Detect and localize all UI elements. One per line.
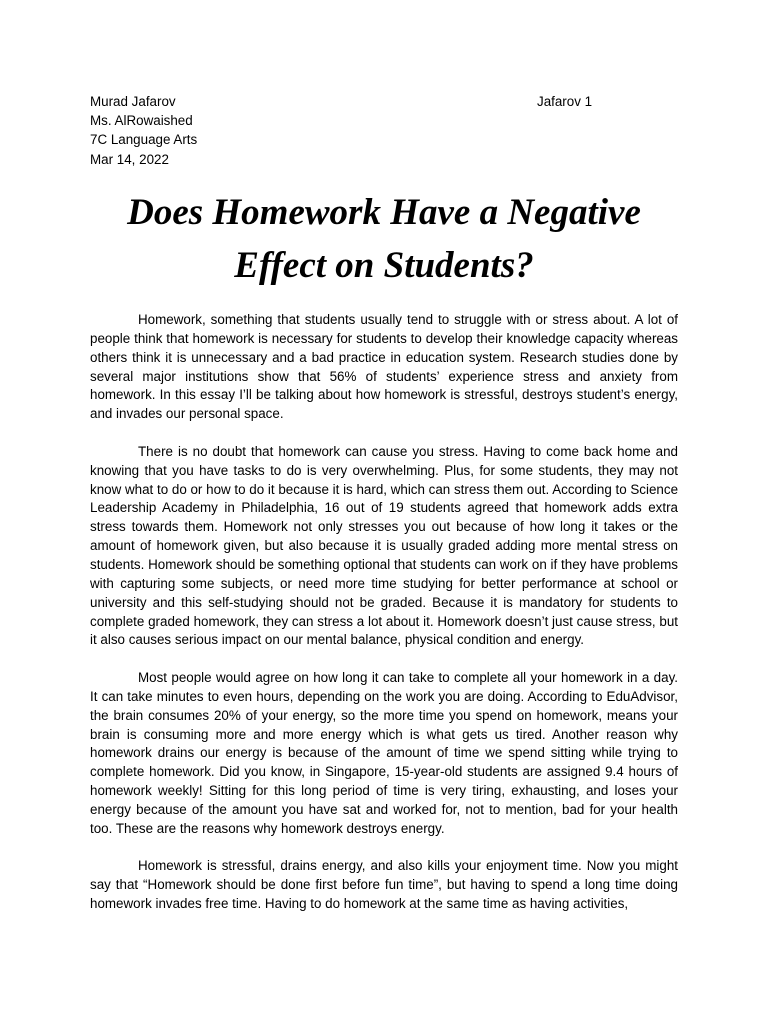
paragraph-intro: Homework, something that students usually tend to struggle with or stress about. A lot of people think that homework is necessary for students to develop their knowledge capacity whereas others think it is unnecessary and a bad practice in education system. Research studies done by several major institutions show that 56% of students’ experience stress and anxiety from homework. In this essay I’ll be talking about how homework is stressful, destroys student’s energy, and invades our personal space. [90,312,678,422]
page-number-header: Jafarov 1 [537,94,593,109]
course-name: 7C Language Arts [90,132,198,148]
student-info-block [90,92,197,169]
essay-date: Mar 14, 2022 [90,151,169,167]
paragraph-stress: There is no doubt that homework can cause you stress. Having to come back home and knowing that you have tasks to do is very overwhelming. Plus, for some students, they may not know what to do or how to do it because it is hard, which can stress them out. According to Science Leadership Academy in Philadelphia, 16 out of 19 students agreed that homework adds extra stress towards them. Homework not only stresses you out because of how long it takes or the amount of homework given, but also because it is usually graded adding more mental stress on students. Homework should be something optional that students can work on if they have problems with capturing some subjects, or need more time studying for better performance at school or university and this self-studying should not be graded. Because it is mandatory for students to complete graded homework, they can stress a lot about it. Homework doesn’t just cause stress, but it also causes serious impact on our mental balance, physical condition and energy. [90,443,679,648]
author-name: Murad Jafarov [90,94,176,109]
teacher-name: Ms. AlRowaished [90,113,193,129]
essay-body [90,311,678,933]
paragraph-free-time: Homework is stressful, drains energy, and also kills your enjoyment time. Now you might say that “Homework should be done first before fun time”, but having to spend a long time doing homework invades free time. Having to do homework at the same time as having activities, [90,858,678,912]
paragraph-energy: Most people would agree on how long it can take to complete all your homework in a day. It can take minutes to even hours, depending on the work you are doing. According to EduAdvisor, the brain consumes 20% of your energy, so the more time you spend on homework, means your brain is consuming more and more energy which is what gets us tired. Another reason why homework drains our energy is because of the amount of time we spend sitting while trying to complete homework. Did you know, in Singapore, 15-year-old students are assigned 9.4 hours of homework weekly! Sitting for this long period of time is very tiring, exhausting, and loses your energy because of the amount you have sat and worked for, not to mention, bad for your health too. These are the reasons why homework destroys energy. [90,670,678,836]
essay-title: Does Homework Have a Negative Effect on Students? [127,192,641,286]
